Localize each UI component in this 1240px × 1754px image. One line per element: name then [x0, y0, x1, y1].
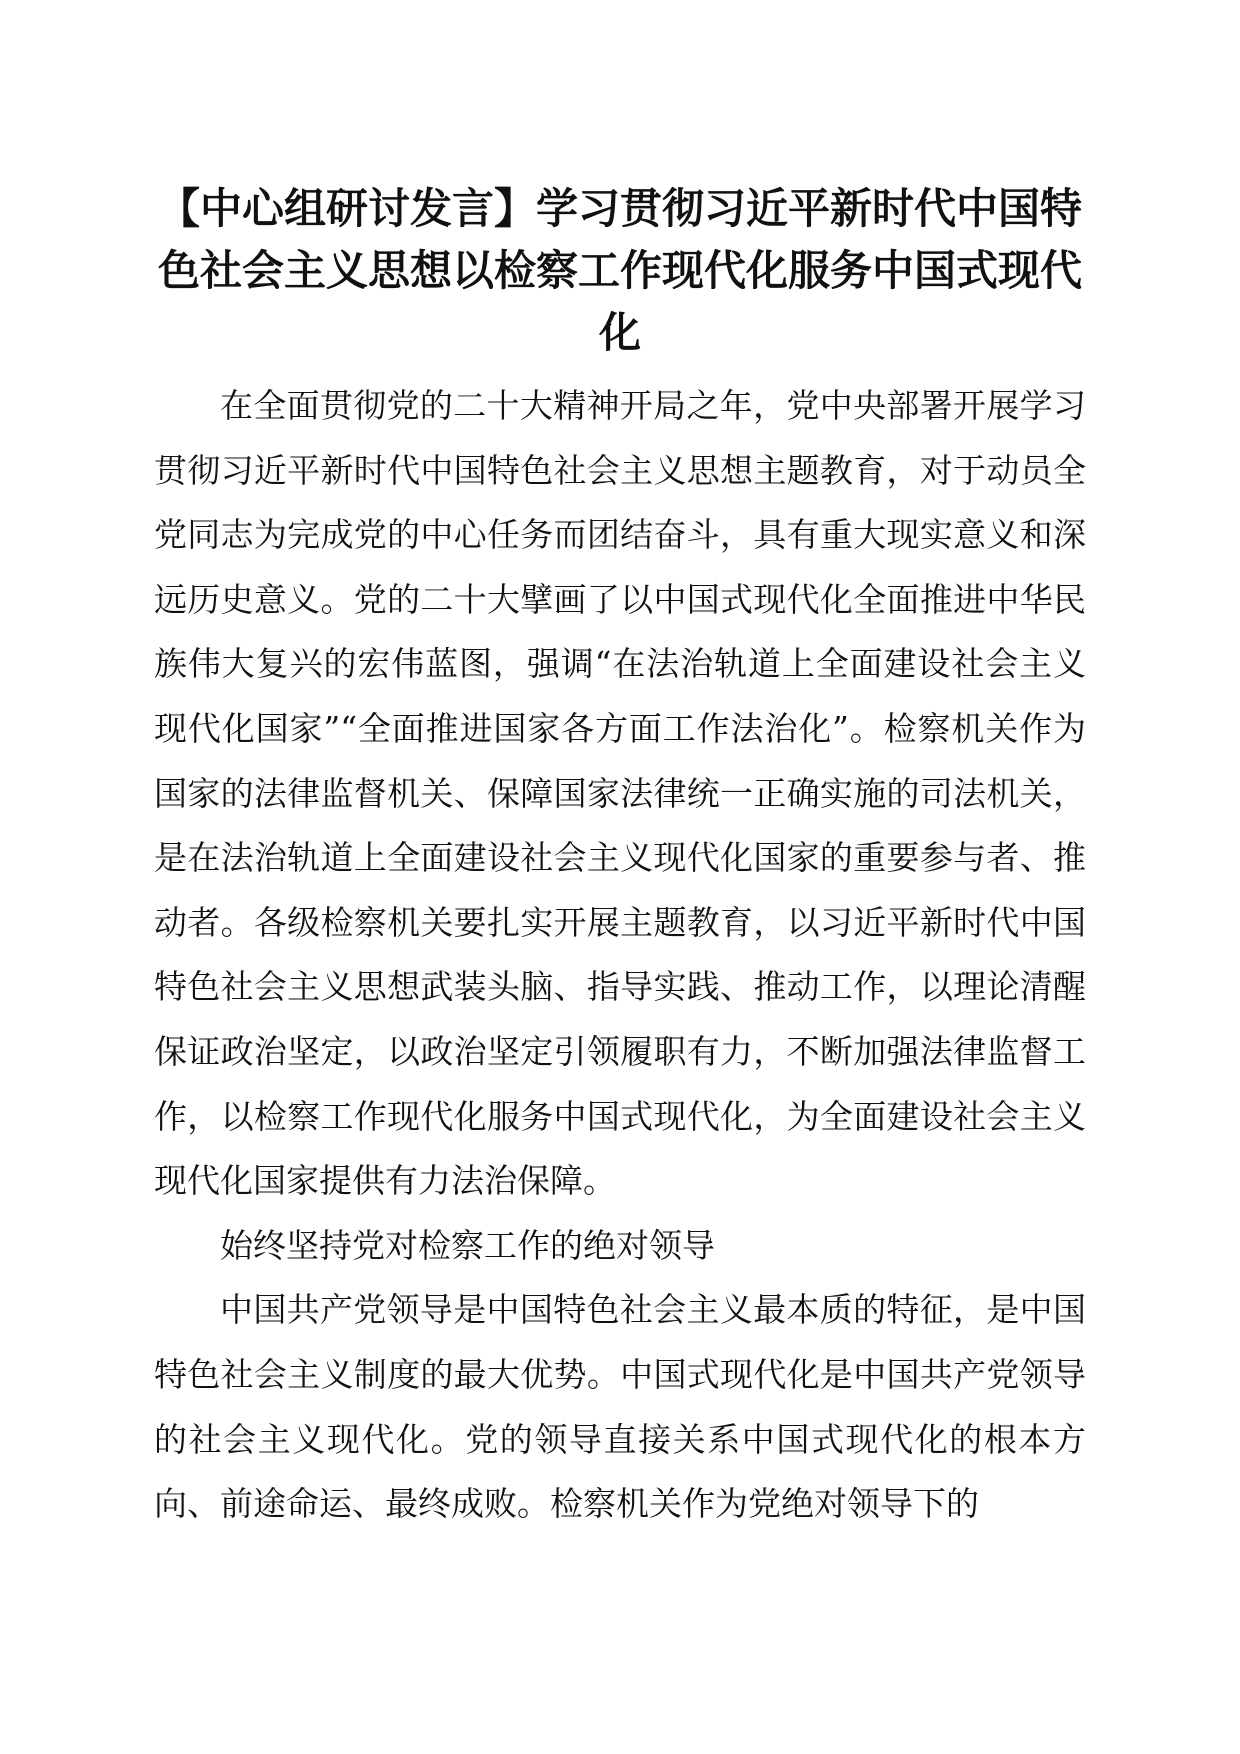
document-title: 【中心组研讨发言】学习贯彻习近平新时代中国特色社会主义思想以检察工作现代化服务中国式现代化 — [157, 184, 1082, 357]
paragraph-intro: 在全面贯彻党的二十大精神开局之年，党中央部署开展学习贯彻习近平新时代中国特色社会主义思想主题教育，对于动员全党同志为完成党的中心任务而团结奋斗，具有重大现实意义和深远历史意义。党的二十大擘画了以中国式现代化全面推进中华民族伟大复兴的宏伟蓝图，强调“在法治轨道上全面建设社会主义现代化国家”“全面推进国家各方面工作法治化”。检察机关作为国家的法律监督机关、保障国家法律统一正确实施的司法机关，是在法治轨道上全面建设社会主义现代化国家的重要参与者、推动者。各级检察机关要扎实开展主题教育，以习近平新时代中国特色社会主义思想武装头脑、指导实践、推动工作，以理论清醒保证政治坚定，以政治坚定引领履职有力，不断加强法律监督工作，以检察工作现代化服务中国式现代化，为全面建设社会主义现代化国家提供有力法治保障。 — [154, 386, 1086, 1201]
document-body — [154, 374, 1086, 1537]
paragraph-section-1: 中国共产党领导是中国特色社会主义最本质的特征，是中国特色社会主义制度的最大优势。中国式现代化是中国共产党领导的社会主义现代化。党的领导直接关系中国式现代化的根本方向、前途命运、最终成败。检察机关作为党绝对领导下的 — [154, 1290, 1086, 1524]
section-heading: 始终坚持党对检察工作的绝对领导 — [220, 1225, 715, 1265]
